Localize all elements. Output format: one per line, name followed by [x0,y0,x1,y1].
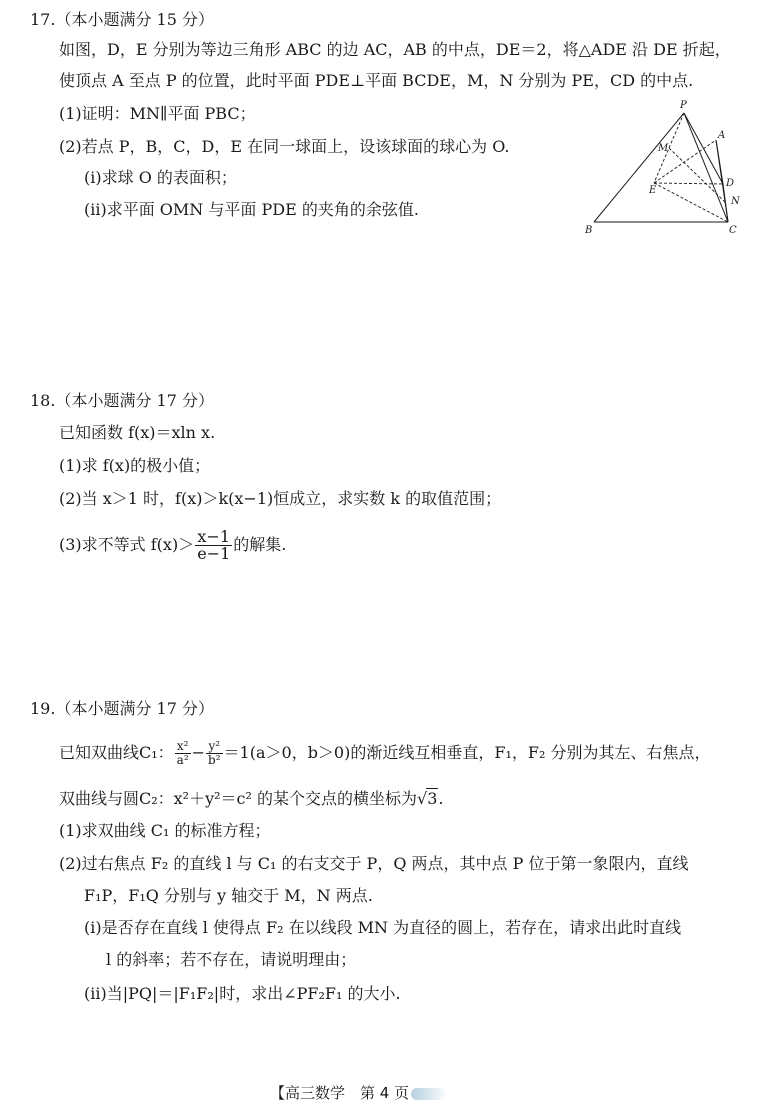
q17-part1: (1)证明：MN∥平面 PBC； [59,104,256,123]
edge-EC-dashed [654,183,728,222]
q19-frac-x2-a2 [175,740,191,767]
q19-part2-line1: (2)过右焦点 F₂ 的直线 l 与 C₁ 的右支交于 P，Q 两点，其中点 P 位于第一象限内，直线 [59,854,689,873]
label-C: C [729,225,737,236]
q17-part2: (2)若点 P，B，C，D，E 在同一球面上，设该球面的球心为 O. [59,137,510,156]
q18-part3 [59,529,286,562]
q18-part1: (1)求 f(x)的极小值； [59,456,211,475]
label-P: P [680,100,687,111]
segment-MN-dashed [669,148,726,203]
label-D: D [726,178,735,189]
label-M: M [658,143,669,154]
q19-stem-suffix: ＝1(a＞0，b＞0)的渐近线互相垂直，F₁，F₂ 分别为其左、右焦点， [223,743,711,762]
q19-frac1-numerator: x² [175,740,191,754]
pyramid-figure [580,98,750,238]
q19-header: 19.（本小题满分 17 分） [30,699,214,718]
q18-part3-numerator: x−1 [195,529,232,546]
label-N: N [731,196,740,207]
q19-stem-line1 [59,740,710,767]
q19-part2-i-line2: l 的斜率；若不存在，请说明理由； [106,950,357,969]
q19-frac2-numerator: y² [206,740,223,754]
q17-part2-ii: (ⅱ)求平面 OMN 与平面 PDE 的夹角的余弦值. [84,200,419,219]
q18-header: 18.（本小题满分 17 分） [30,391,214,410]
label-E: E [649,185,657,196]
edge-PB [594,113,684,222]
q17-header: 17.（本小题满分 15 分） [30,10,214,29]
q18-part2: (2)当 x＞1 时，f(x)＞k(x−1)恒成立，求实数 k 的取值范围； [59,489,502,508]
q18-stem: 已知函数 f(x)＝xln x. [59,423,216,442]
q17-part2-i: (ⅰ)求球 O 的表面积； [84,168,237,187]
q19-minus: − [191,743,206,762]
q18-part3-fraction [195,529,232,562]
q19-stem-prefix: 已知双曲线C₁： [59,743,174,762]
q19-frac-y2-b2 [206,740,223,767]
footer-text: 【高三数学 第 4 页 [270,1084,410,1102]
q18-part3-suffix: 的解集. [233,535,287,554]
q17-stem-line2: 使顶点 A 至点 P 的位置，此时平面 PDE⊥平面 BCDE，M，N 分别为 PE，CD 的中点. [59,71,694,90]
label-A: A [718,130,726,141]
q19-part2-ii: (ⅱ)当|PQ|＝|F₁F₂|时，求出∠PF₂F₁ 的大小. [84,984,401,1003]
scan-smudge [411,1088,445,1100]
q18-part3-denominator: e−1 [197,544,231,563]
label-B: B [585,225,593,236]
q19-stem-line2-suffix: . [438,789,444,808]
q19-stem-line2 [59,788,444,809]
q18-part3-prefix: (3)求不等式 f(x)＞ [59,535,195,554]
q19-part2-i-line1: (ⅰ)是否存在直线 l 使得点 F₂ 在以线段 MN 为直径的圆上，若存在，请求出此时直线 [84,918,682,937]
page-footer [270,1083,445,1103]
q19-sqrt-arg: 3 [427,789,438,808]
q19-frac2-denominator: b² [208,753,221,767]
q19-part2-line2: F₁P，F₁Q 分别与 y 轴交于 M，N 两点. [84,886,373,905]
q19-frac1-denominator: a² [176,753,189,767]
q19-stem-line2-prefix: 双曲线与圆C₂：x²＋y²＝c² 的某个交点的横坐标为√ [59,789,428,808]
q19-part1: (1)求双曲线 C₁ 的标准方程； [59,821,271,840]
q17-stem-line1: 如图，D，E 分别为等边三角形 ABC 的边 AC，AB 的中点，DE＝2，将△ADE 沿 DE 折起， [59,40,731,59]
